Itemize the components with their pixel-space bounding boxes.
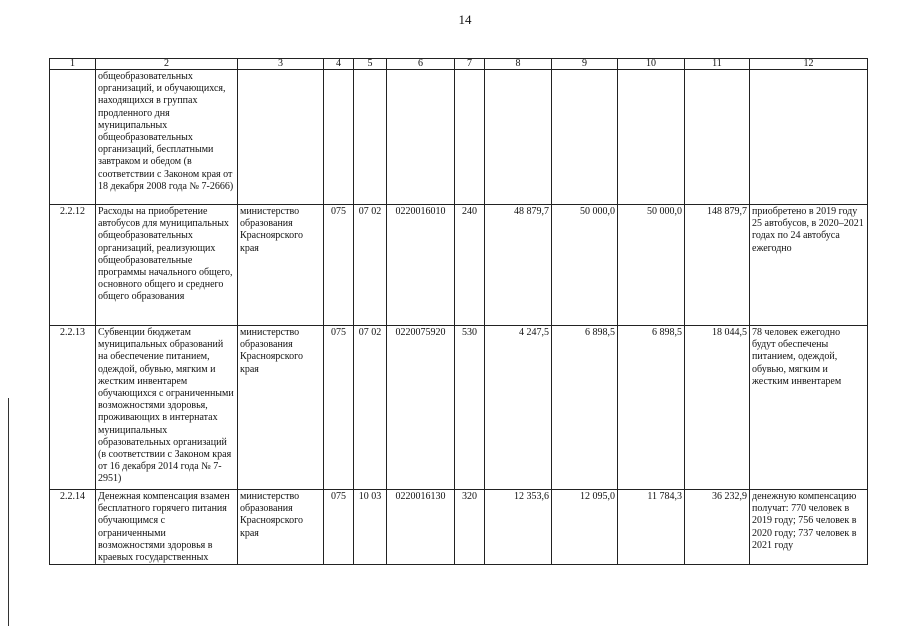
cell-2019 xyxy=(485,70,552,205)
cell-id: 2.2.12 xyxy=(50,205,96,326)
cell-2020: 12 095,0 xyxy=(552,490,618,565)
col-header-5: 5 xyxy=(354,59,387,70)
cell-csr: 0220016130 xyxy=(387,490,455,565)
cell-2021: 6 898,5 xyxy=(618,326,685,490)
budget-table xyxy=(49,58,868,565)
cell-2021: 50 000,0 xyxy=(618,205,685,326)
cell-csr: 0220075920 xyxy=(387,326,455,490)
cell-result: приобретено в 2019 году 25 автобусов, в 2020–2021 годах по 24 автобуса ежегодно xyxy=(750,205,868,326)
cell-total xyxy=(685,70,750,205)
page-number: 14 xyxy=(458,12,472,27)
table-row xyxy=(50,205,868,326)
table-row-continuation xyxy=(50,70,868,205)
col-header-2: 2 xyxy=(96,59,238,70)
table-row xyxy=(50,490,868,565)
cell-total: 148 879,7 xyxy=(685,205,750,326)
cell-total: 18 044,5 xyxy=(685,326,750,490)
cell-rzpr: 07 02 xyxy=(354,205,387,326)
cell-department: министерство образования Красноярского края xyxy=(238,490,324,565)
cell-grbs: 075 xyxy=(324,205,354,326)
column-number-row xyxy=(50,59,868,70)
cell-vr: 240 xyxy=(455,205,485,326)
cell-vr: 530 xyxy=(455,326,485,490)
cell-2021 xyxy=(618,70,685,205)
cell-csr: 0220016010 xyxy=(387,205,455,326)
col-header-1: 1 xyxy=(50,59,96,70)
cell-department: министерство образования Красноярского края xyxy=(238,205,324,326)
cell-2021: 11 784,3 xyxy=(618,490,685,565)
cell-2019: 4 247,5 xyxy=(485,326,552,490)
cell-result xyxy=(750,70,868,205)
cell-rzpr: 10 03 xyxy=(354,490,387,565)
cell-grbs: 075 xyxy=(324,490,354,565)
cell-2019: 12 353,6 xyxy=(485,490,552,565)
cell-vr xyxy=(455,70,485,205)
col-header-6: 6 xyxy=(387,59,455,70)
cell-total: 36 232,9 xyxy=(685,490,750,565)
table-row xyxy=(50,326,868,490)
col-header-10: 10 xyxy=(618,59,685,70)
cell-grbs xyxy=(324,70,354,205)
cell-2020: 50 000,0 xyxy=(552,205,618,326)
col-header-8: 8 xyxy=(485,59,552,70)
cell-description: Денежная компенсация взамен бесплатного горячего питания обучающимся с ограниченными возможностями здоровья в краевых государственных xyxy=(96,490,238,565)
cell-result: денежную компенсацию получат: 770 человек в 2019 году; 756 человек в 2020 году; 737 человек в 2021 году xyxy=(750,490,868,565)
col-header-3: 3 xyxy=(238,59,324,70)
col-header-12: 12 xyxy=(750,59,868,70)
cell-department: министерство образования Красноярского края xyxy=(238,326,324,490)
cell-2019: 48 879,7 xyxy=(485,205,552,326)
cell-rzpr xyxy=(354,70,387,205)
col-header-7: 7 xyxy=(455,59,485,70)
col-header-9: 9 xyxy=(552,59,618,70)
cell-grbs: 075 xyxy=(324,326,354,490)
cell-id: 2.2.14 xyxy=(50,490,96,565)
cell-id: 2.2.13 xyxy=(50,326,96,490)
cell-description: общеобразовательных организаций, и обучающихся, находящихся в группах продленного дня муниципальных общеобразовательных организаций, бесплатными завтраком и обедом (в соответствии с Законом края от 18 декабря 2008 года № 7-2666) xyxy=(96,70,238,205)
cell-department xyxy=(238,70,324,205)
col-header-11: 11 xyxy=(685,59,750,70)
cell-description: Субвенции бюджетам муниципальных образований на обеспечение питанием, одеждой, обувью, мягким и жестким инвентарем обучающихся с ограниченными возможностями здоровья, проживающих в интернатах муниципальных образовательных организаций (в соответствии с Законом края от 16 декабря 2014 года № 7-2951) xyxy=(96,326,238,490)
margin-mark xyxy=(8,398,9,626)
cell-vr: 320 xyxy=(455,490,485,565)
cell-id xyxy=(50,70,96,205)
cell-result: 78 человек ежегодно будут обеспечены питанием, одеждой, обувью, мягким и жестким инвентарем xyxy=(750,326,868,490)
cell-csr xyxy=(387,70,455,205)
cell-2020: 6 898,5 xyxy=(552,326,618,490)
cell-2020 xyxy=(552,70,618,205)
cell-rzpr: 07 02 xyxy=(354,326,387,490)
col-header-4: 4 xyxy=(324,59,354,70)
cell-description: Расходы на приобретение автобусов для муниципальных общеобразовательных организаций, реализующих общеобразовательные программы начального общего, основного общего и среднего общего образования xyxy=(96,205,238,326)
